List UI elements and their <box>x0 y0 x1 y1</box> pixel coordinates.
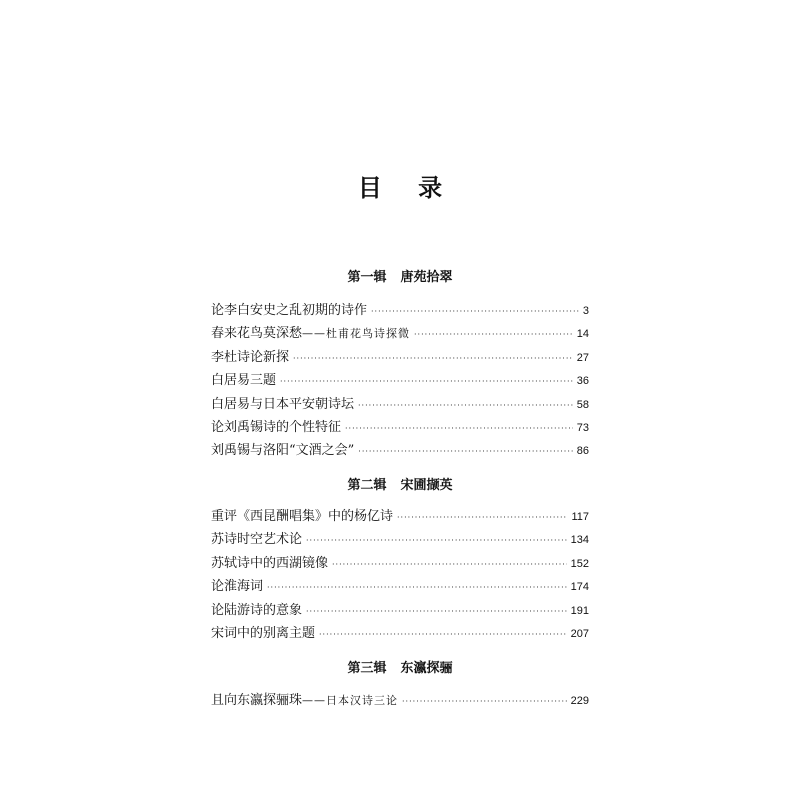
entry-title: 春来花鸟莫深愁 <box>211 326 303 342</box>
toc-entry[interactable] <box>211 369 589 392</box>
toc-entry[interactable] <box>211 505 589 528</box>
entry-page-number: 207 <box>570 627 589 640</box>
section-heading-3 <box>0 657 800 676</box>
section-heading-2 <box>0 474 800 493</box>
dot-leader <box>402 690 567 713</box>
toc-list-1 <box>211 299 589 463</box>
dot-leader <box>267 576 567 599</box>
dot-leader <box>319 623 567 646</box>
entry-page-number: 73 <box>576 421 589 434</box>
entry-page-number: 3 <box>582 305 589 317</box>
toc-entry[interactable] <box>211 599 589 622</box>
toc-entry[interactable] <box>211 322 589 345</box>
toc-entry[interactable] <box>211 416 589 439</box>
toc-entry[interactable] <box>211 346 589 369</box>
entry-title: 重评《西昆酬唱集》中的杨亿诗 <box>211 509 394 524</box>
dot-leader <box>280 370 573 393</box>
entry-title: 论淮海词 <box>211 579 264 595</box>
entry-page-number: 58 <box>576 398 589 411</box>
entry-page-number: 134 <box>570 534 589 547</box>
entry-page-number: 27 <box>576 351 589 364</box>
toc-list-2 <box>211 505 589 645</box>
entry-page-number: 174 <box>570 581 589 594</box>
dot-leader <box>358 394 573 417</box>
toc-entry[interactable] <box>211 528 589 551</box>
entry-title: 李杜诗论新探 <box>211 349 290 365</box>
entry-title: 刘禹锡与洛阳“文酒之会” <box>211 443 355 459</box>
toc-entry[interactable] <box>211 552 589 575</box>
entry-title: 白居易与日本平安朝诗坛 <box>211 396 355 412</box>
entry-title: 苏诗时空艺术论 <box>211 532 303 548</box>
entry-title: 论李白安史之乱初期的诗作 <box>211 303 368 318</box>
entry-page-number: 152 <box>570 557 589 570</box>
section-label: 第一辑 <box>347 270 387 285</box>
dot-leader <box>397 506 567 529</box>
dot-leader <box>306 600 567 623</box>
section-label: 第二辑 <box>347 478 387 493</box>
entry-title: 苏轼诗中的西湖镜像 <box>211 555 329 571</box>
dot-leader <box>371 300 579 323</box>
toc-list-3 <box>211 689 589 712</box>
dot-leader <box>345 417 573 440</box>
toc-entry[interactable] <box>211 622 589 645</box>
entry-title: 论刘禹锡诗的个性特征 <box>211 419 342 435</box>
dot-leader <box>358 440 572 463</box>
entry-title: 论陆游诗的意象 <box>211 602 303 618</box>
entry-subtitle: ——日本汉诗三论 <box>302 694 399 707</box>
dot-leader <box>293 347 573 370</box>
entry-page-number: 36 <box>576 375 589 388</box>
dot-leader <box>414 323 573 346</box>
section-name: 东瀛探骊 <box>400 661 453 676</box>
section-name: 宋圃撷英 <box>400 478 453 493</box>
dot-leader <box>306 529 567 552</box>
toc-entry[interactable] <box>211 689 589 712</box>
section-name: 唐苑拾翠 <box>400 270 453 285</box>
dot-leader <box>332 553 567 576</box>
entry-page-number: 14 <box>576 328 589 341</box>
entry-title: 宋词中的别离主题 <box>211 625 316 641</box>
entry-subtitle: ——杜甫花鸟诗探微 <box>302 327 411 341</box>
entry-page-number: 117 <box>571 511 589 523</box>
page-title: 目 录 <box>357 173 457 202</box>
entry-title: 白居易三题 <box>211 373 277 389</box>
toc-entry[interactable] <box>211 439 589 462</box>
section-heading-1 <box>0 266 800 285</box>
entry-page-number: 191 <box>570 604 589 617</box>
entry-title: 且向东瀛探骊珠 <box>211 693 303 708</box>
entry-page-number: 229 <box>570 695 589 707</box>
toc-entry[interactable] <box>211 575 589 598</box>
section-label: 第三辑 <box>347 661 387 676</box>
toc-entry[interactable] <box>211 299 589 322</box>
toc-entry[interactable] <box>211 393 589 416</box>
entry-page-number: 86 <box>576 445 589 458</box>
